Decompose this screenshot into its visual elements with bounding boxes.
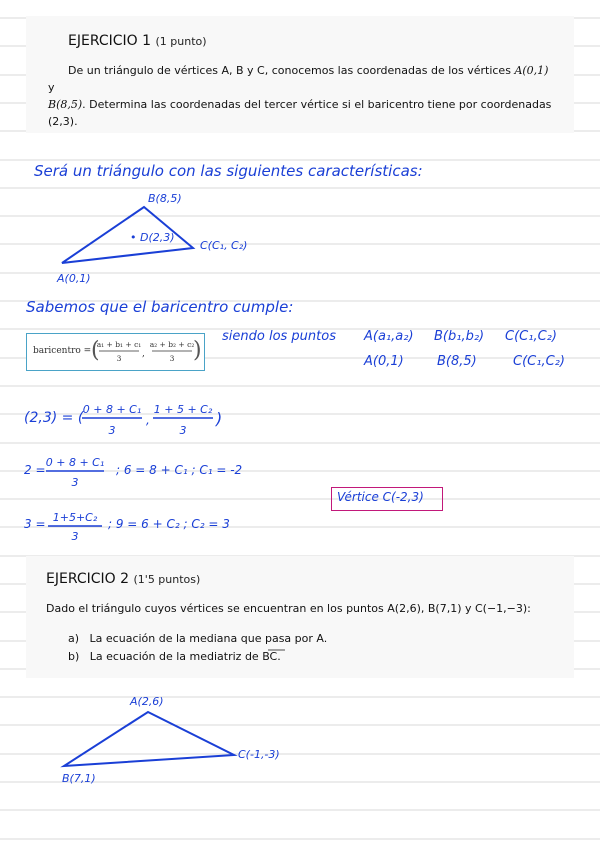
formula-open-paren: ( [91,338,100,363]
statement-line1-prefix: De un triángulo de vértices A, B y C, conocemos las coordenadas de los vértices [68,64,515,77]
vertex-a: A(0,1) [514,64,549,77]
handwritten-knowing: Sabemos que el baricentro cumple: [26,298,294,316]
item-b-text: La ecuación de la mediatriz de BC. [89,650,281,663]
formula-y-numerator: a₂ + b₂ + c₂ [149,340,195,349]
equation-frac1-denominator: 3 [108,424,116,437]
exercise-2-title: EJERCICIO 2 [46,571,130,587]
item-a-text: La ecuación de la mediana que pasa por A. [89,632,328,645]
formula-x-denominator: 3 [116,354,122,363]
equation-x-lhs: 2 = [24,463,46,477]
triangle-2-label-a: A(2,6) [130,695,164,708]
equation-y-denominator: 3 [71,530,79,543]
generic-point-b: B(b₁,b₂) [434,329,485,344]
given-point-c: C(C₁,C₂) [513,354,565,369]
equation-x-rest: ; 6 = 8 + C₁ ; C₁ = -2 [116,463,243,477]
equation-x-numerator: 0 + 8 + C₁ [45,456,105,469]
equation-y-lhs: 3 = [24,517,46,531]
equation-y-rest: ; 9 = 6 + C₂ ; C₂ = 3 [108,517,230,531]
item-b-marker: b) [68,650,80,663]
item-a-marker: a) [68,632,80,645]
equation-frac2-denominator: 3 [179,424,187,437]
triangle-1-label-c: C(C₁, C₂) [200,239,248,252]
triangle-2-label-c: C(-1,-3) [238,748,280,761]
formula-label: baricentro = [33,346,92,356]
equation-rhs: ) [216,409,223,428]
handwritten-siendo: siendo los puntos [222,329,336,344]
answer-text: Vértice C(-2,3) [337,490,424,504]
formula-close-paren: ) [193,338,202,363]
vertex-b: B(8,5) [48,98,83,111]
exercise-2-statement: Dado el triángulo cuyos vértices se encuentran en los puntos A(2,6), B(7,1) y C(−1,−3): [46,602,531,615]
equation-frac1-numerator: 0 + 8 + C₁ [82,403,142,416]
equation-x-denominator: 3 [71,476,79,489]
statement-line2: . Determina las coordenadas del tercer vértice si el baricentro tiene por coordenadas [82,98,552,111]
triangle-2 [64,712,234,766]
formula-x-numerator: a₁ + b₁ + c₁ [96,340,142,349]
triangle-1-label-a: A(0,1) [57,272,91,285]
centroid-value: (2,3). [48,115,78,128]
triangle-2-label-b: B(7,1) [62,772,96,785]
handwritten-intro: Será un triángulo con las siguientes características: [34,162,423,180]
equation-frac2-numerator: 1 + 5 + C₂ [153,403,213,416]
statement-line1-suffix: y [48,81,55,94]
exercise-2-points: (1'5 puntos) [133,573,201,586]
exercise-1-title: EJERCICIO 1 [68,33,152,49]
triangle-1-label-b: B(8,5) [148,192,182,205]
formula-comma: , [142,349,145,359]
equation-y-numerator: 1+5+C₂ [52,511,98,524]
exercise-1-points: (1 punto) [155,35,207,48]
given-point-a: A(0,1) [364,354,404,369]
generic-point-a: A(a₁,a₂) [364,329,414,344]
given-point-b: B(8,5) [437,354,477,369]
formula-y-denominator: 3 [169,354,175,363]
equation-lhs: (2,3) = ( [24,410,84,426]
generic-point-c: C(C₁,C₂) [505,329,557,344]
triangle-1-label-d: • D(2,3) [130,231,175,244]
equation-comma: , [146,413,150,427]
